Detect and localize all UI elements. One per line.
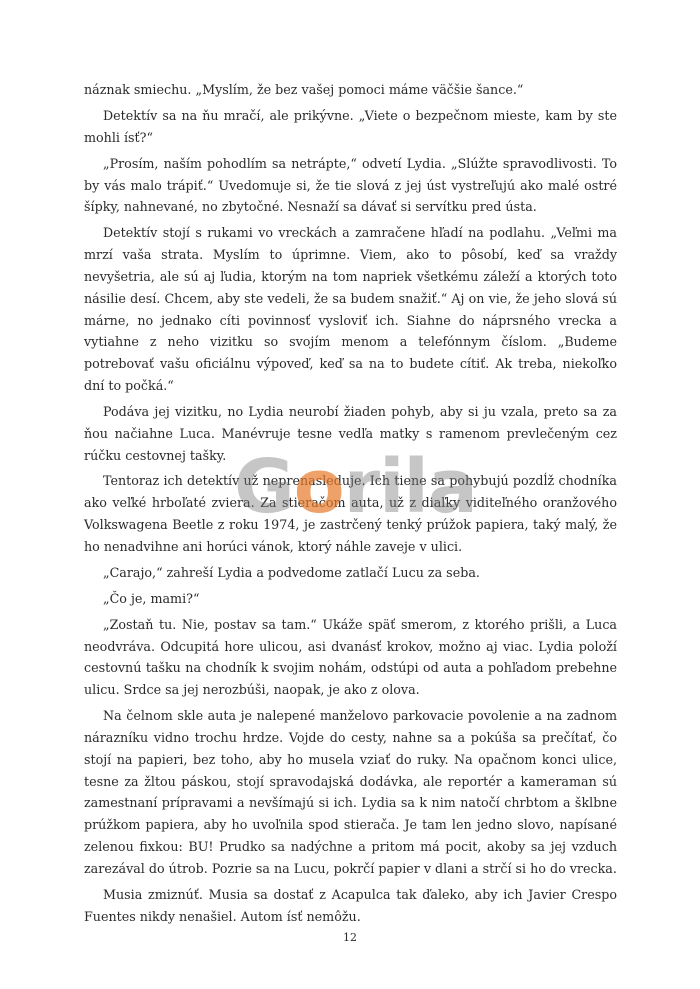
paragraph: Detektív stojí s rukami vo vreckách a zamračene hľadí na podlahu. „Veľmi ma mrzí vaša strata. Myslím to úprimne. Viem, ako to pôsobí, keď sa vraždy nevyšetria, ale sú aj ľudia, ktorým na tom napriek všetkému záleží a ktorých toto násilie desí. Chcem, aby ste vedeli, že sa budem snažiť.“ Aj on vie, že jeho slová sú márne, no jednako cíti povinnosť vysloviť ich. Siahne do náprsného vrecka a vytiahne z neho vizitku so svojím menom a telefónnym číslom. „Budeme potrebovať vašu oficiálnu výpoveď, keď sa na to budete cítiť. Ak treba, niekoľko dní to počká.“ bbox=[84, 225, 617, 393]
paragraph: „Prosím, naším pohodlím sa netrápte,“ odvetí Lydia. „Slúžte spravodlivosti. To by vás malo trápiť.“ Uvedomuje si, že tie slová z jej úst vystreľujú ako malé ostré šípky, nahnevané, no zbytočné. Nesnaží sa dávať si servítku pred ústa. bbox=[84, 155, 617, 215]
paragraph: Na čelnom skle auta je nalepené manželovo parkovacie povolenie a na zadnom nárazníku vidno trochu hrdze. Vojde do cesty, nahne sa a pokúša sa prečítať, čo stojí na papieri, bez toho, aby ho musela vziať do ruky. Na opačnom konci ulice, tesne za žltou páskou, stojí spravodajská dodávka, ale reportér a kameraman sú zamestnaní prípravami a nevšímajú si ich. Lydia sa k nim natočí chrbtom a šklbne prúžkom papiera, aby ho uvoľnila spod stierača. Je tam len jedno slovo, napísané zelenou fixkou: BU! Prudko sa nadýchne a pritom má pocit, akoby sa jej vzduch zarezával do útrob. Pozrie sa na Lucu, pokrčí papier v dlani a strčí si ho do vrecka. bbox=[84, 708, 617, 876]
body-text bbox=[84, 79, 617, 932]
paragraph: „Zostaň tu. Nie, postav sa tam.“ Ukáže späť smerom, z ktorého prišli, a Luca neodvráva. Odcupitá hore ulicou, asi dvanásť krokov, možno aj viac. Lydia položí cestovnú tašku na chodník k svojim nohám, odstúpi od auta a pohľadom prebehne ulicu. Srdce sa jej nerozbúši, naopak, je ako z olova. bbox=[84, 616, 617, 698]
page-number: 12 bbox=[343, 931, 357, 944]
paragraph: Podáva jej vizitku, no Lydia neurobí žiaden pohyb, aby si ju vzala, preto sa za ňou načiahne Luca. Manévruje tesne vedľa matky s ramenom prevlečeným cez rúčku cestovnej tašky. bbox=[84, 403, 617, 463]
watermark-suffix: rila bbox=[343, 444, 477, 530]
paragraph: náznak smiechu. „Myslím, že bez vašej pomoci máme väčšie šance.“ bbox=[84, 82, 524, 97]
paragraph: Detektív sa na ňu mračí, ale prikývne. „Viete o bezpečnom mieste, kam by ste mohli ísť?“ bbox=[84, 107, 617, 145]
paragraph: Tentoraz ich detektív už neprenasleduje. Ich tiene sa pohybujú pozdĺž chodníka ako veľké hrboľaté zviera. Za stieračom auta, už z diaľky viditeľného oranžového Volkswagena Beetle z roku 1974, je zastrčený tenký prúžok papiera, taký malý, že ho nenadvihne ani horúci vánok, ktorý náhle zaveje v ulici. bbox=[84, 473, 617, 554]
paragraph: „Carajo,“ zahreší Lydia a podvedome zatlačí Lucu za seba. bbox=[103, 564, 480, 580]
paragraph: Musia zmiznúť. Musia sa dostať z Acapulca tak ďaleko, aby ich Javier Crespo Fuentes nikdy nenašiel. Autom ísť nemôžu. bbox=[84, 886, 617, 924]
watermark-accent: o bbox=[293, 444, 344, 530]
watermark-prefix: G bbox=[234, 444, 294, 530]
paragraph: „Čo je, mami?“ bbox=[103, 590, 200, 606]
